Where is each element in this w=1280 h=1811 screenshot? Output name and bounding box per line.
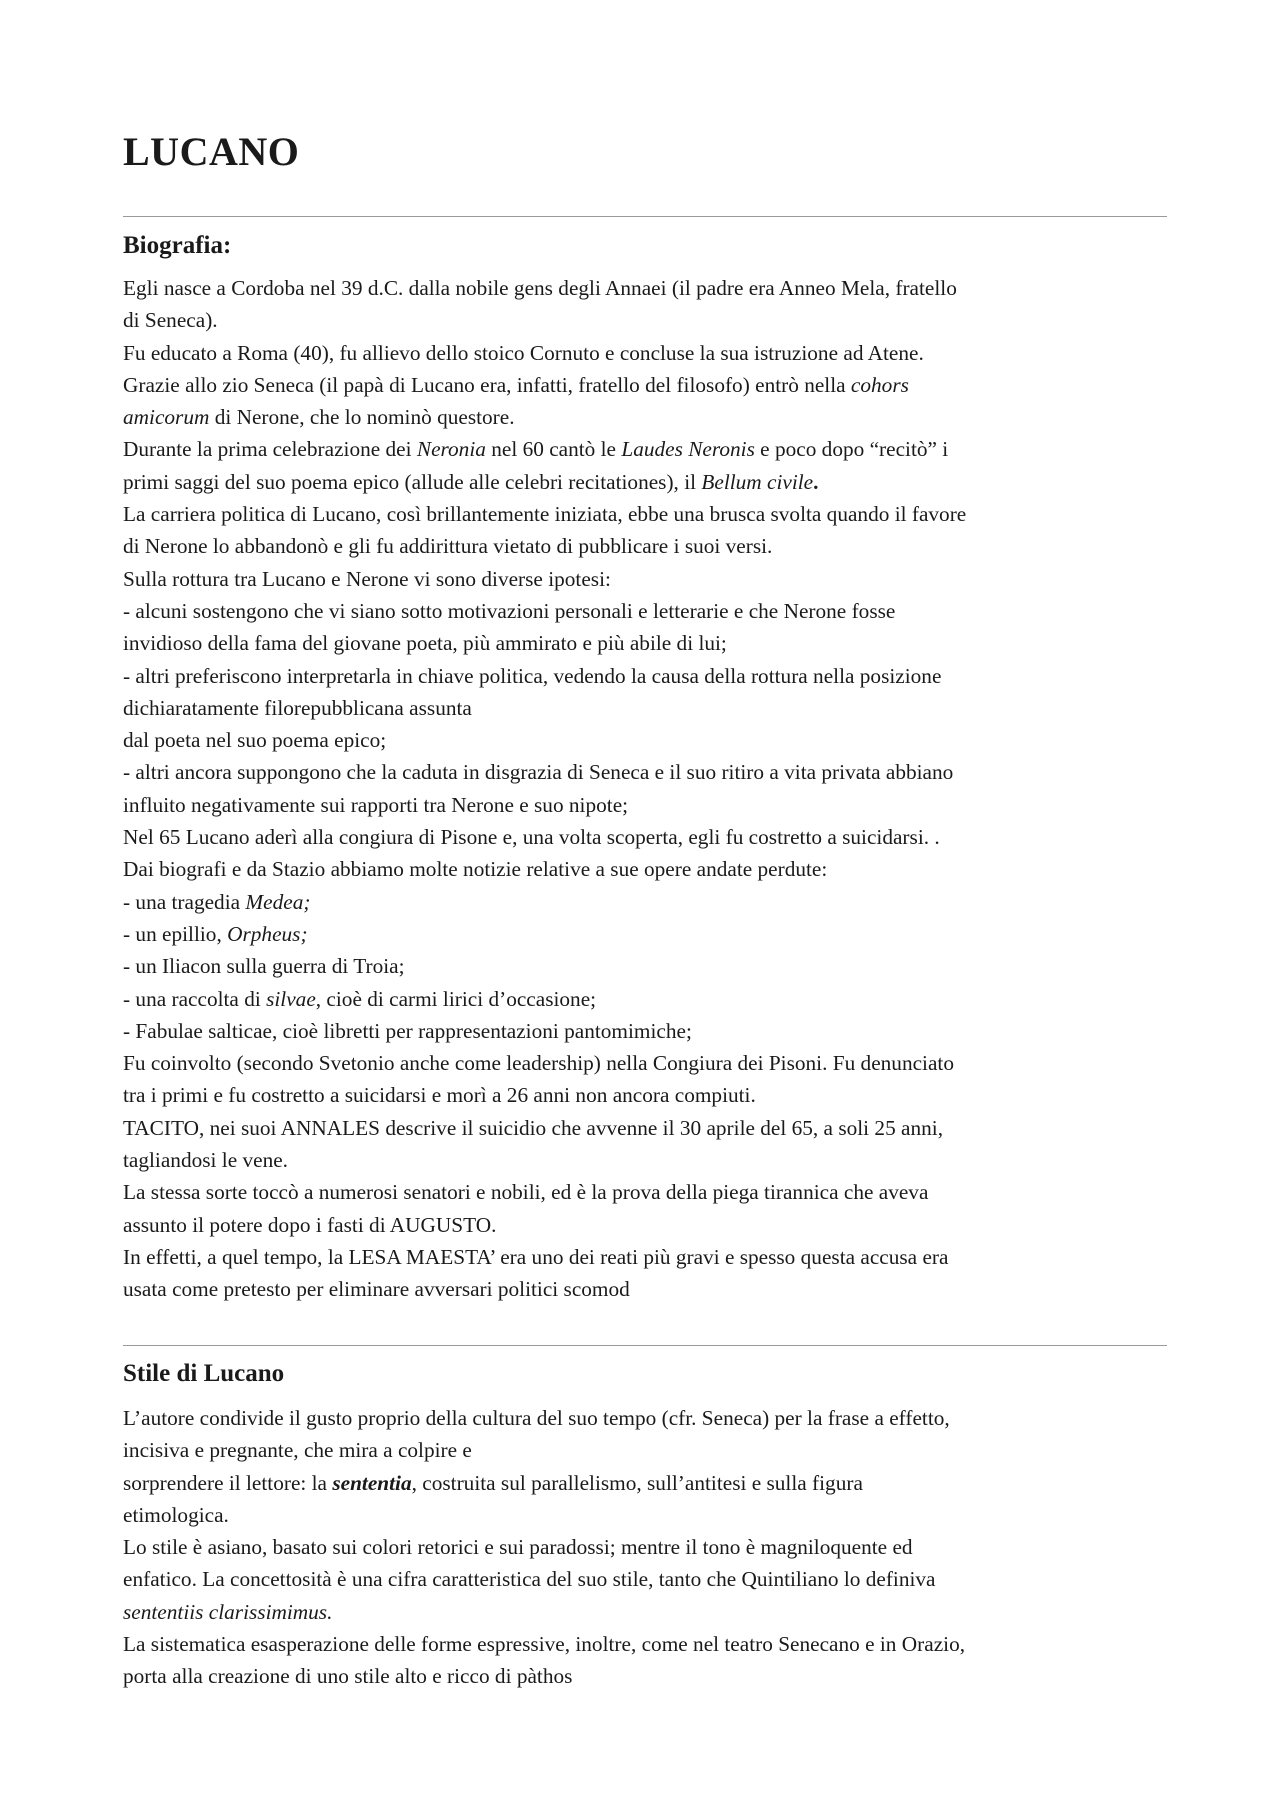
text-line: La carriera politica di Lucano, così brillantemente iniziata, ebbe una brusca svolta quando il favore	[123, 502, 967, 527]
text-line: In effetti, a quel tempo, la LESA MAESTA’ era uno dei reati più gravi e spesso questa accusa era	[123, 1244, 949, 1269]
text-line: dal poeta nel suo poema epico;	[123, 728, 387, 753]
text-line: - un Iliacon sulla guerra di Troia;	[123, 954, 405, 979]
section-body-stile	[123, 1402, 1167, 1693]
text-line: amicorum di Nerone, che lo nominò questore.	[123, 405, 515, 430]
text-line: tagliandosi le vene.	[123, 1148, 288, 1173]
text-line: - alcuni sostengono che vi siano sotto motivazioni personali e letterarie e che Nerone fosse	[123, 598, 896, 623]
text-line: Sulla rottura tra Lucano e Nerone vi sono diverse ipotesi:	[123, 566, 611, 591]
text-line: porta alla creazione di uno stile alto e ricco di pàthos	[123, 1664, 573, 1689]
text-line: Nel 65 Lucano aderì alla congiura di Pisone e, una volta scoperta, egli fu costretto a suicidarsi. .	[123, 825, 940, 850]
text-line: etimologica.	[123, 1502, 229, 1527]
text-line: - una tragedia Medea;	[123, 889, 311, 914]
text-line: invidioso della fama del giovane poeta, più ammirato e più abile di lui;	[123, 631, 727, 656]
text-line: Durante la prima celebrazione dei Neronia nel 60 cantò le Laudes Neronis e poco dopo “recitò” i	[123, 437, 949, 462]
section-divider	[123, 1345, 1167, 1346]
text-line: tra i primi e fu costretto a suicidarsi e morì a 26 anni non ancora compiuti.	[123, 1083, 756, 1108]
text-line: usata come pretesto per eliminare avversari politici scomod	[123, 1277, 630, 1302]
text-line: Lo stile è asiano, basato sui colori retorici e sui paradossi; mentre il tono è magniloquente ed	[123, 1535, 913, 1560]
section-heading-biografia: Biografia:	[123, 232, 232, 259]
text-line: incisiva e pregnante, che mira a colpire e	[123, 1438, 472, 1463]
text-line: - Fabulae salticae, cioè libretti per rappresentazioni pantomimiche;	[123, 1018, 692, 1043]
section-divider	[123, 216, 1167, 217]
text-line: Fu coinvolto (secondo Svetonio anche come leadership) nella Congiura dei Pisoni. Fu denunciato	[123, 1051, 954, 1076]
text-line: - un epillio, Orpheus;	[123, 921, 308, 946]
text-line: Egli nasce a Cordoba nel 39 d.C. dalla nobile gens degli Annaei (il padre era Anneo Mela, fratello	[123, 276, 957, 300]
document-title: LUCANO	[123, 129, 300, 174]
text-line: sorprendere il lettore: la sententia, costruita sul parallelismo, sull’antitesi e sulla figura	[123, 1470, 863, 1495]
text-line: influito negativamente sui rapporti tra Nerone e suo nipote;	[123, 792, 629, 817]
text-line: Dai biografi e da Stazio abbiamo molte notizie relative a sue opere andate perdute:	[123, 857, 828, 882]
text-line: Grazie allo zio Seneca (il papà di Lucano era, infatti, fratello del filosofo) entrò nella cohors	[123, 372, 909, 397]
text-line: TACITO, nei suoi ANNALES descrive il suicidio che avvenne il 30 aprile del 65, a soli 25 anni,	[123, 1115, 944, 1140]
text-line: - una raccolta di silvae, cioè di carmi lirici d’occasione;	[123, 986, 597, 1011]
text-line: enfatico. La concettosità è una cifra caratteristica del suo stile, tanto che Quintiliano lo definiva	[123, 1567, 936, 1592]
text-line: di Nerone lo abbandonò e gli fu addirittura vietato di pubblicare i suoi versi.	[123, 534, 773, 559]
section-body-biografia	[123, 272, 1167, 1306]
text-line: La stessa sorte toccò a numerosi senatori e nobili, ed è la prova della piega tirannica che aveva	[123, 1180, 929, 1205]
section-heading-stile: Stile di Lucano	[123, 1360, 285, 1387]
text-line: assunto il potere dopo i fasti di AUGUSTO.	[123, 1212, 497, 1237]
text-line: - altri ancora suppongono che la caduta in disgrazia di Seneca e il suo ritiro a vita privata abbiano	[123, 760, 954, 785]
text-line: di Seneca).	[123, 308, 218, 333]
text-line: sententiis clarissimimus.	[123, 1599, 333, 1624]
text-line: L’autore condivide il gusto proprio della cultura del suo tempo (cfr. Seneca) per la frase a effetto,	[123, 1406, 950, 1430]
text-line: La sistematica esasperazione delle forme espressive, inoltre, come nel teatro Senecano e in Orazio,	[123, 1632, 966, 1657]
text-line: - altri preferiscono interpretarla in chiave politica, vedendo la causa della rottura nella posizione	[123, 663, 942, 688]
text-line: dichiaratamente filorepubblicana assunta	[123, 695, 472, 720]
text-line: primi saggi del suo poema epico (allude alle celebri recitationes), il Bellum civile.	[123, 469, 819, 494]
text-line: Fu educato a Roma (40), fu allievo dello stoico Cornuto e concluse la sua istruzione ad Atene.	[123, 340, 924, 365]
